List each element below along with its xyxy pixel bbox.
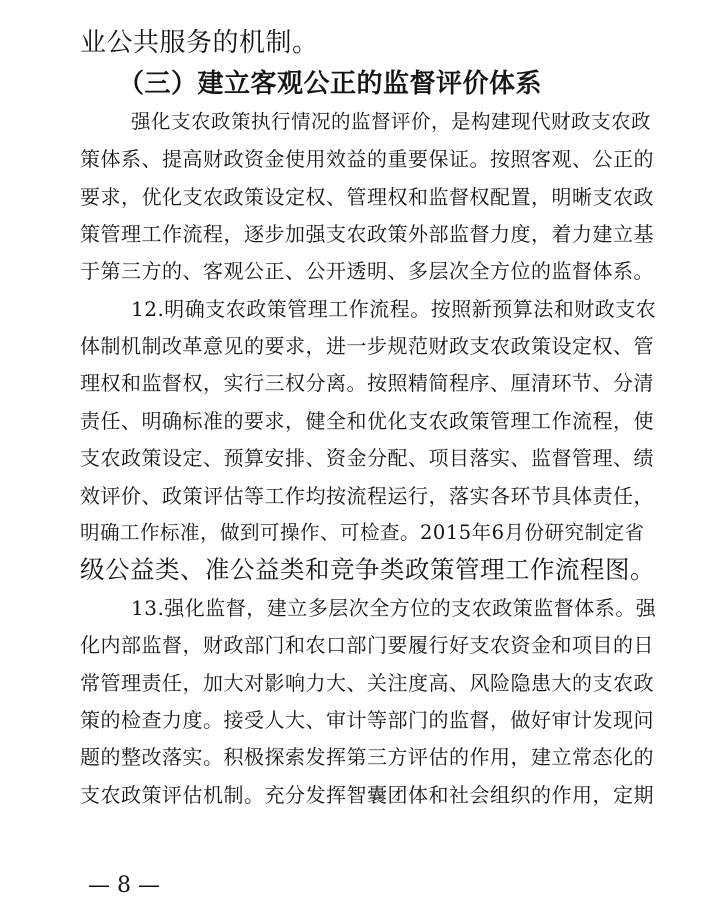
text-line: 常管理责任，加大对影响力大、关注度高、风险隐患大的支农政 [80,671,654,695]
text-line: 强化支农政策执行情况的监督评价，是构建现代财政支农政 [131,110,652,133]
text-line: 13.强化监督，建立多层次全方位的支农政策监督体系。强 [131,596,657,620]
section-heading: （三）建立客观公正的监督评价体系 [118,69,543,99]
text-line: 于第三方的、客观公正、公开透明、多层次全方位的监督体系。 [80,259,654,283]
text-line: 明确工作标准，做到可操作、可检查。2015年6月份研究制定省 [80,521,645,544]
text-line: 业公共服务的机制。 [80,28,319,58]
text-line: 支农政策设定、预算安排、资金分配、项目落实、监督管理、绩 [80,446,654,470]
text-line: 级公益类、准公益类和竞争类政策管理工作流程图。 [80,555,655,584]
text-line: 要求，优化支农政策设定权、管理权和监督权配置，明晰支农政 [80,185,654,209]
text-line: 效评价、政策评估等工作均按流程运行，落实各环节具体责任， [80,484,654,508]
page-number: — 8 — [88,873,160,898]
text-line: 化内部监督，财政部门和农口部门要履行好支农资金和项目的日 [80,633,654,657]
text-line: 理权和监督权，实行三权分离。按照精简程序、厘清环节、分清 [80,371,654,395]
text-line: 策的检查力度。接受人大、审计等部门的监督，做好审计发现问 [80,708,654,732]
text-line: 支农政策评估机制。充分发挥智囊团体和社会组织的作用，定期 [80,783,654,807]
text-line: 12.明确支农政策管理工作流程。按照新预算法和财政支农 [131,297,657,321]
text-line: 策体系、提高财政资金使用效益的重要保证。按照客观、公正的 [80,147,654,171]
text-line: 体制机制改革意见的要求，进一步规范财政支农政策设定权、管 [80,334,654,358]
text-line: 责任、明确标准的要求，健全和优化支农政策管理工作流程，使 [80,409,654,433]
text-line: 题的整改落实。积极探索发挥第三方评估的作用，建立常态化的 [80,745,654,769]
text-line: 策管理工作流程，逐步加强支农政策外部监督力度，着力建立基 [80,222,654,246]
